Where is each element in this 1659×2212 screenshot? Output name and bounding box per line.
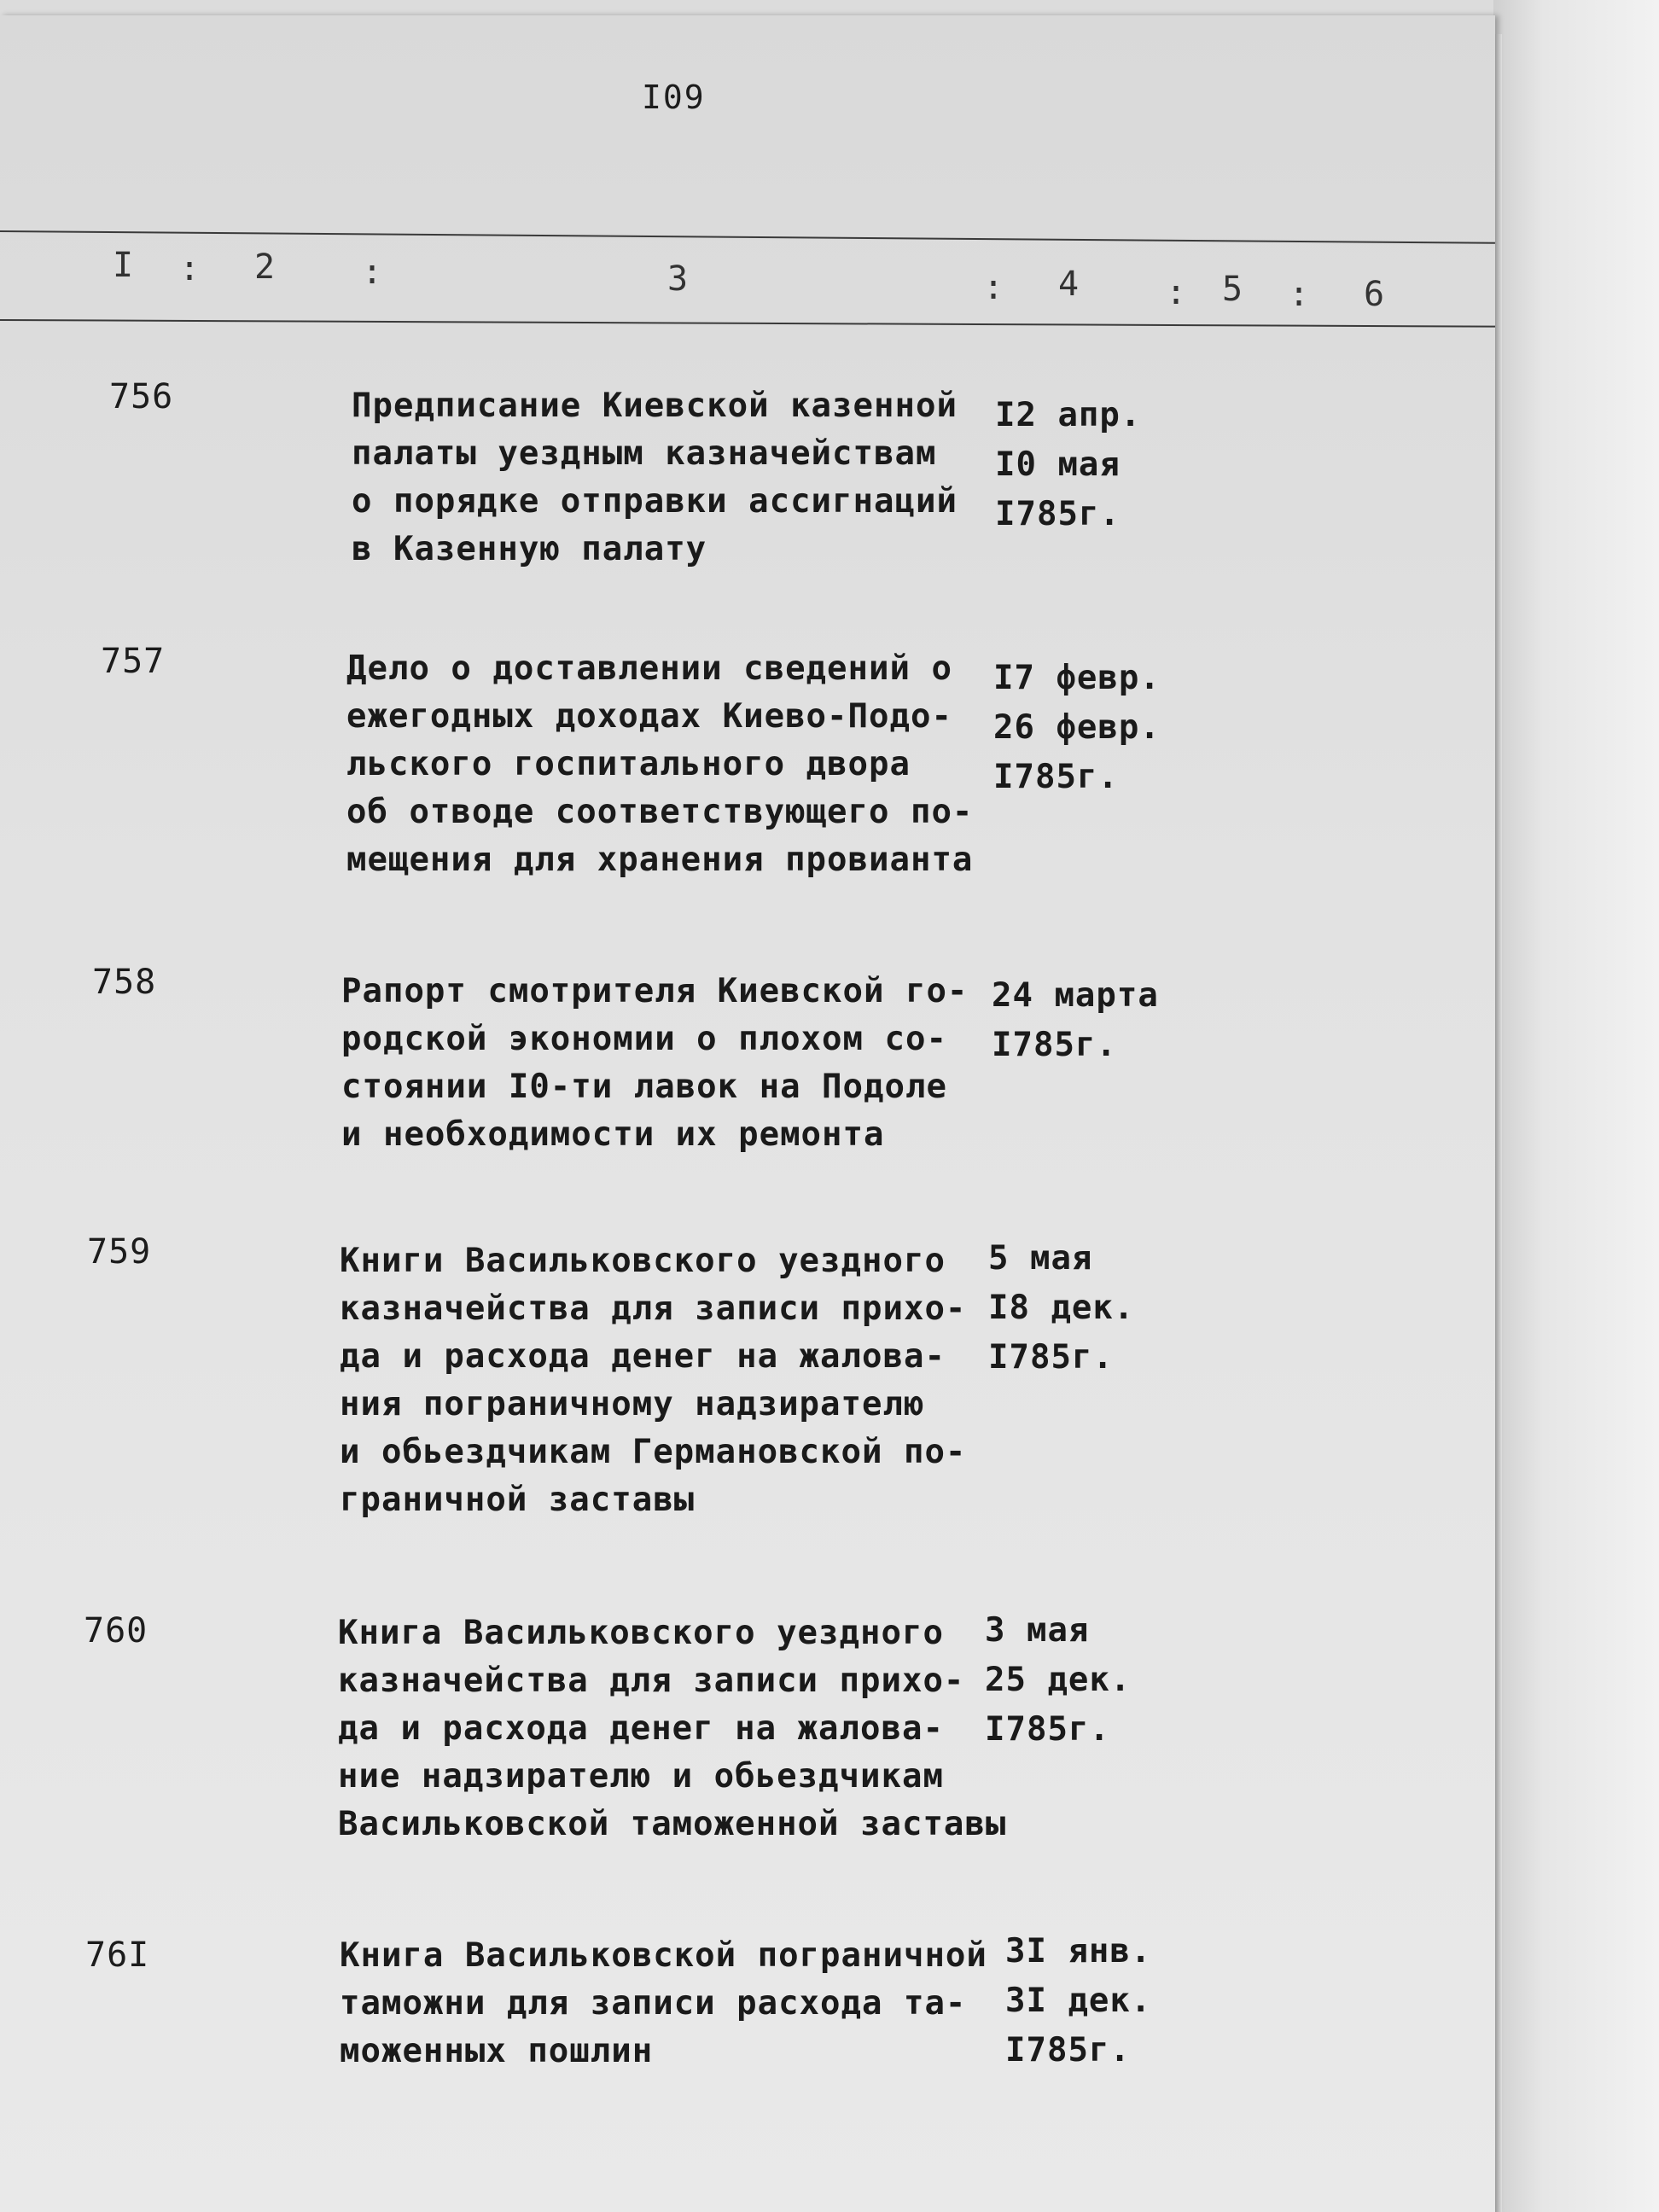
- column-separator: :: [983, 268, 1004, 307]
- entry-description-line: Васильковской таможенной заставы: [338, 1805, 1007, 1843]
- entry-date-line: I785г.: [992, 1026, 1117, 1064]
- entry-description: [340, 1932, 987, 2075]
- entry-number: 757: [101, 642, 166, 681]
- column-header-2: 2: [254, 247, 276, 287]
- entry-description: [346, 645, 973, 884]
- entry-date-line: 24 марта: [992, 976, 1159, 1015]
- entry-date-line: I785г.: [995, 495, 1121, 533]
- column-separator: :: [362, 253, 383, 292]
- entry-date-line: I0 мая: [995, 445, 1121, 484]
- entry-date-line: I2 апр.: [995, 396, 1142, 434]
- column-header-5: 5: [1222, 270, 1243, 309]
- column-header-3: 3: [667, 259, 689, 299]
- entry-description-line: о порядке отправки ассигнаций: [352, 482, 958, 521]
- entry-description-line: Дело о доставлении сведений о: [346, 649, 952, 688]
- entry-date-line: I7 февр.: [993, 659, 1161, 697]
- entry-date-line: I785г.: [993, 758, 1119, 796]
- entry-dates: [993, 654, 1161, 802]
- entry-description-line: таможни для записи расхода та-: [340, 1984, 967, 2023]
- entry-number: 758: [92, 963, 157, 1002]
- entry-number: 759: [87, 1232, 152, 1272]
- entry-description-line: казначейства для записи прихо-: [340, 1289, 967, 1328]
- entry-description-line: Предписание Киевской казенной: [352, 387, 958, 425]
- entry-description-line: да и расхода денег на жалова-: [340, 1337, 946, 1376]
- entry-description-line: стоянии I0-ти лавок на Подоле: [341, 1068, 947, 1106]
- entry-number: 756: [109, 377, 174, 416]
- column-separator: :: [1166, 273, 1187, 312]
- column-separator: :: [1289, 275, 1310, 314]
- entry-dates: [995, 391, 1141, 539]
- entry-dates: [985, 1606, 1131, 1755]
- entry-description-line: казначейства для записи прихо-: [338, 1662, 965, 1700]
- entry-description-line: Книги Васильковского уездного: [340, 1242, 946, 1280]
- entry-description-line: ежегодных доходах Киево-Подо-: [346, 697, 952, 736]
- entry-description-line: Книга Васильковского уездного: [338, 1614, 944, 1652]
- entry-description-line: родской экономии о плохом со-: [341, 1020, 947, 1058]
- entry-description-line: моженных пошлин: [340, 2032, 654, 2070]
- entry-dates: [988, 1234, 1134, 1382]
- entry-description-line: ния пограничному надзирателю: [340, 1385, 925, 1423]
- entry-description: [341, 968, 968, 1159]
- entry-description-line: мещения для хранения провианта: [346, 841, 974, 879]
- entry-number: 76I: [85, 1936, 150, 1975]
- entry-date-line: 3 мая: [985, 1611, 1090, 1650]
- page-number: I09: [642, 79, 706, 116]
- entry-dates: [992, 971, 1159, 1070]
- entry-description-line: в Казенную палату: [352, 530, 707, 568]
- column-header-1: I: [113, 246, 134, 285]
- entry-date-line: 5 мая: [988, 1239, 1093, 1278]
- entry-description: [352, 382, 958, 573]
- page-edge: [1495, 34, 1502, 2212]
- entry-description-line: об отводе соответствующего по-: [346, 793, 974, 831]
- column-header-6: 6: [1364, 275, 1385, 314]
- entry-description-line: Книга Васильковской пограничной: [340, 1936, 987, 1975]
- entry-description-line: палаты уездным казначействам: [352, 434, 937, 473]
- entry-description-line: и обьездчикам Германовской по-: [340, 1433, 967, 1471]
- entry-description-line: граничной заставы: [340, 1481, 696, 1519]
- column-separator: :: [179, 249, 201, 288]
- entry-description-line: и необходимости их ремонта: [341, 1115, 885, 1154]
- entry-date-line: I8 дек.: [988, 1289, 1135, 1327]
- column-header-4: 4: [1058, 265, 1080, 304]
- entry-description-line: ние надзирателю и обьездчикам: [338, 1757, 944, 1796]
- entry-date-line: I785г.: [988, 1338, 1114, 1377]
- entry-number: 760: [84, 1611, 148, 1650]
- entry-date-line: I785г.: [985, 1710, 1110, 1749]
- background-surface: [1493, 0, 1659, 2212]
- entry-date-line: 3I дек.: [1005, 1982, 1152, 2020]
- entry-dates: [1005, 1927, 1151, 2075]
- entry-description: [338, 1610, 1006, 1848]
- entry-description-line: льского госпитального двора: [346, 745, 911, 783]
- entry-description: [340, 1237, 966, 1524]
- entry-date-line: I785г.: [1005, 2031, 1131, 2069]
- entry-description-line: Рапорт смотрителя Киевской го-: [341, 972, 969, 1010]
- entry-date-line: 26 февр.: [993, 708, 1161, 747]
- entry-date-line: 3I янв.: [1005, 1932, 1152, 1970]
- entry-description-line: да и расхода денег на жалова-: [338, 1709, 944, 1748]
- entry-date-line: 25 дек.: [985, 1661, 1132, 1699]
